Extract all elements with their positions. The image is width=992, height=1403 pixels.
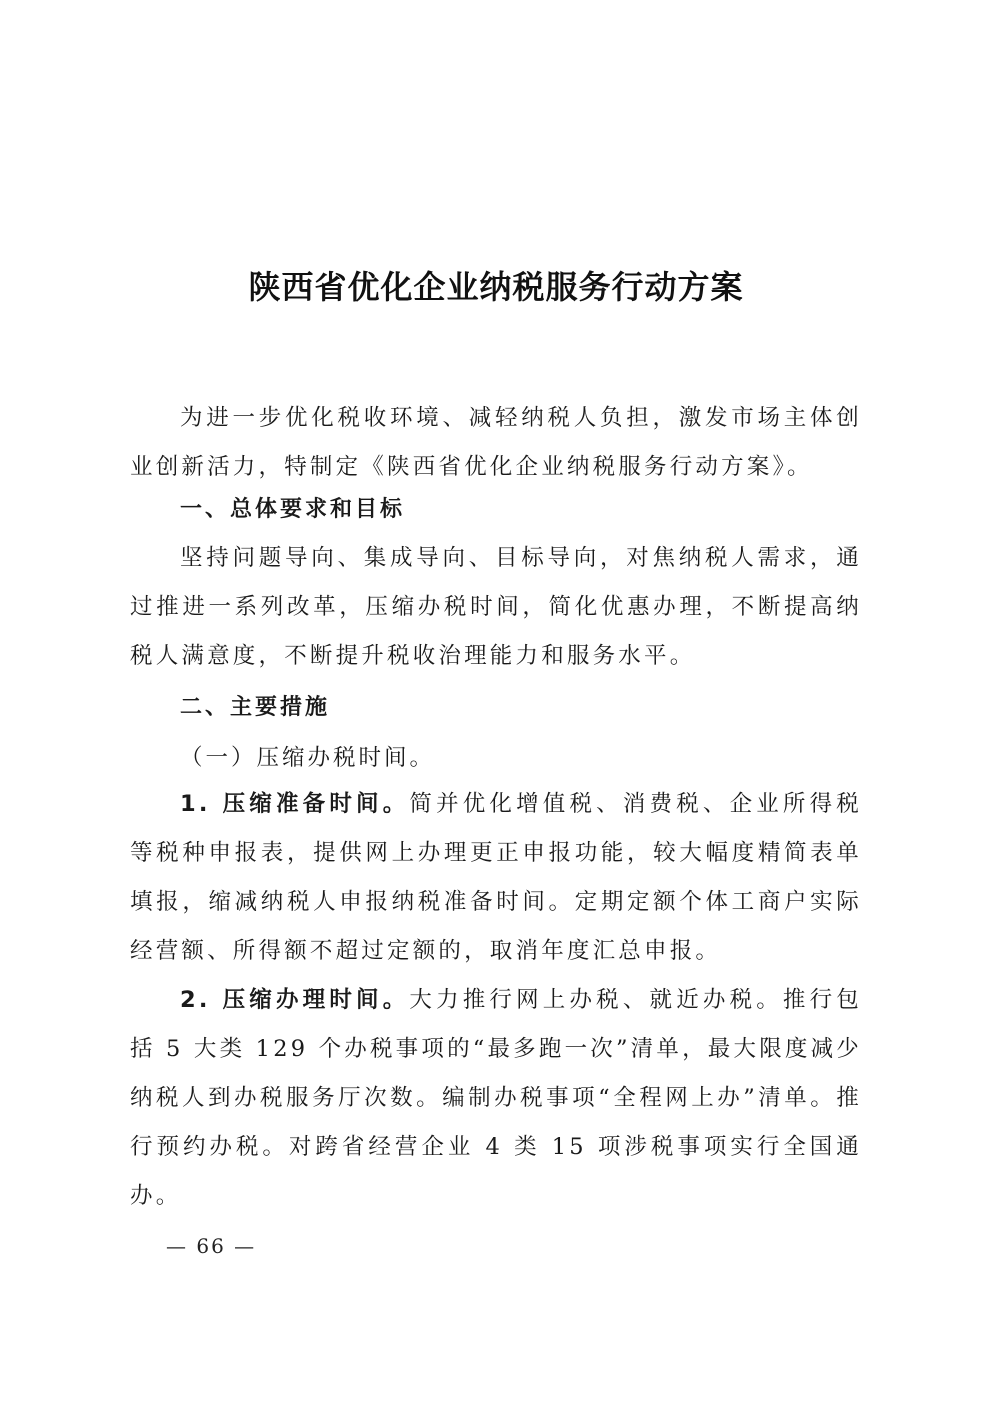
measure-1-paragraph [130,780,862,976]
measure-1-text: 简并优化增值税、消费税、企业所得税等税种申报表，提供网上办理更正申报功能，较大幅度精简表单填报，缩减纳税人申报纳税准备时间。定期定额个体工商户实际经营额、所得额不超过定额的，取消年度汇总申报。 [130,791,862,964]
section-heading-2: 二、主要措施 [180,695,331,720]
measure-2-paragraph [130,976,862,1221]
page-number: — 66 — [166,1234,257,1258]
measure-2-text: 大力推行网上办税、就近办税。推行包括 5 大类 129 个办税事项的“最多跑一次”清单，最大限度减少纳税人到办税服务厅次数。编制办税事项“全程网上办”清单。推行预约办税。对跨省经营企业 4 类 15 项涉税事项实行全国通办。 [130,987,862,1209]
measure-2-lead: 2. 压缩办理时间。 [180,987,410,1013]
subsection-heading: （一）压缩办税时间。 [180,745,436,771]
measure-1-lead: 1. 压缩准备时间。 [180,791,410,817]
section-1-paragraph: 坚持问题导向、集成导向、目标导向，对焦纳税人需求，通过推进一系列改革，压缩办税时间，简化优惠办理，不断提高纳税人满意度，不断提升税收治理能力和服务水平。 [130,545,862,669]
section-heading-1: 一、总体要求和目标 [180,497,406,522]
intro-paragraph: 为进一步优化税收环境、减轻纳税人负担，激发市场主体创业创新活力，特制定《陕西省优化企业纳税服务行动方案》。 [130,405,862,480]
document-title: 陕西省优化企业纳税服务行动方案 [248,268,744,306]
